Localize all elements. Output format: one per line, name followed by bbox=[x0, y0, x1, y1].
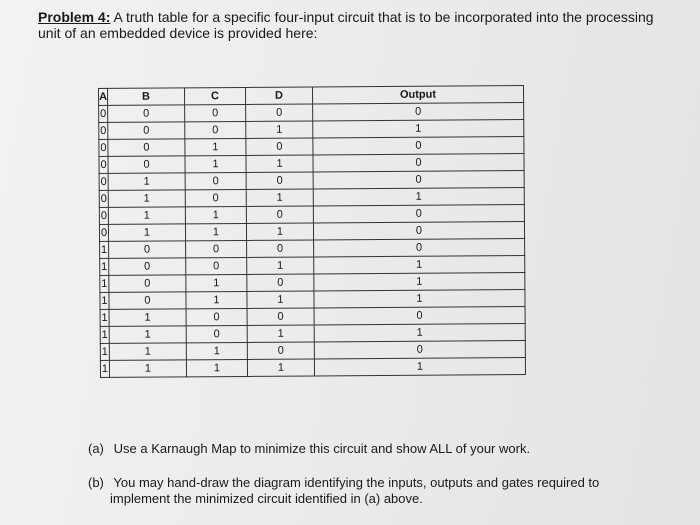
problem-text: A truth table for a specific four-input circuit that is to be incorporated into the processing unit of an embedded device is provided here: bbox=[38, 9, 654, 41]
header-b: B bbox=[107, 88, 184, 106]
cell-d: 1 bbox=[246, 155, 313, 172]
cell-a: 0 bbox=[99, 173, 108, 190]
cell-c: 1 bbox=[186, 359, 247, 376]
question-b-line1: You may hand-draw the diagram identifying the inputs, outputs and gates required to bbox=[113, 475, 600, 490]
question-a bbox=[88, 441, 648, 457]
cell-output: 0 bbox=[314, 239, 525, 257]
cell-a: 1 bbox=[100, 258, 109, 275]
cell-b: 1 bbox=[108, 224, 185, 242]
cell-b: 1 bbox=[109, 309, 186, 327]
cell-a: 1 bbox=[100, 241, 109, 258]
cell-output: 0 bbox=[314, 341, 525, 359]
problem-statement bbox=[38, 9, 658, 41]
cell-d: 1 bbox=[247, 359, 314, 376]
cell-output: 0 bbox=[313, 205, 524, 223]
cell-b: 1 bbox=[108, 207, 185, 225]
cell-a: 1 bbox=[100, 343, 109, 360]
cell-b: 0 bbox=[109, 241, 186, 259]
cell-d: 0 bbox=[247, 308, 314, 325]
truth-table bbox=[98, 85, 526, 378]
cell-c: 0 bbox=[186, 257, 247, 274]
cell-c: 1 bbox=[186, 274, 247, 291]
cell-d: 0 bbox=[246, 138, 313, 155]
cell-d: 0 bbox=[246, 172, 313, 189]
cell-d: 0 bbox=[246, 104, 313, 121]
cell-output: 0 bbox=[313, 222, 524, 240]
cell-a: 1 bbox=[100, 309, 109, 326]
table-row bbox=[100, 358, 525, 378]
cell-output: 1 bbox=[314, 358, 525, 376]
cell-d: 1 bbox=[246, 223, 313, 240]
cell-a: 0 bbox=[99, 207, 108, 224]
cell-output: 0 bbox=[313, 103, 524, 121]
cell-a: 1 bbox=[100, 360, 109, 377]
cell-b: 1 bbox=[109, 326, 186, 344]
cell-d: 0 bbox=[247, 342, 314, 359]
cell-a: 1 bbox=[100, 275, 109, 292]
cell-a: 1 bbox=[100, 326, 109, 343]
cell-a: 0 bbox=[99, 122, 108, 139]
cell-b: 0 bbox=[108, 139, 185, 157]
cell-output: 1 bbox=[314, 256, 525, 274]
cell-c: 1 bbox=[185, 223, 246, 240]
cell-c: 1 bbox=[186, 291, 247, 308]
cell-b: 0 bbox=[109, 292, 186, 310]
question-a-text: Use a Karnaugh Map to minimize this circuit and show ALL of your work. bbox=[113, 441, 531, 456]
cell-c: 1 bbox=[185, 155, 246, 172]
cell-a: 0 bbox=[99, 224, 108, 241]
question-a-tag: (a) bbox=[88, 441, 104, 456]
cell-b: 1 bbox=[109, 343, 186, 361]
cell-output: 0 bbox=[313, 137, 524, 155]
header-c: C bbox=[184, 87, 245, 104]
cell-c: 1 bbox=[186, 342, 247, 359]
header-a: A bbox=[99, 88, 108, 105]
cell-c: 1 bbox=[185, 206, 246, 223]
cell-output: 1 bbox=[314, 290, 525, 308]
cell-b: 0 bbox=[108, 105, 185, 123]
cell-b: 0 bbox=[109, 275, 186, 293]
header-d: D bbox=[245, 87, 312, 104]
cell-a: 1 bbox=[100, 292, 109, 309]
cell-d: 1 bbox=[247, 257, 314, 274]
cell-b: 0 bbox=[108, 156, 185, 174]
cell-output: 1 bbox=[313, 188, 524, 206]
cell-output: 1 bbox=[314, 273, 525, 291]
cell-c: 0 bbox=[185, 121, 246, 138]
cell-b: 1 bbox=[108, 173, 185, 191]
problem-label: Problem 4: bbox=[38, 9, 111, 25]
question-b bbox=[88, 475, 648, 507]
cell-a: 0 bbox=[99, 156, 108, 173]
cell-d: 1 bbox=[246, 189, 313, 206]
question-b-tag: (b) bbox=[88, 475, 104, 490]
cell-a: 0 bbox=[99, 139, 108, 156]
cell-d: 1 bbox=[247, 325, 314, 342]
cell-output: 0 bbox=[314, 307, 525, 325]
cell-d: 1 bbox=[247, 291, 314, 308]
cell-a: 0 bbox=[99, 190, 108, 207]
cell-output: 0 bbox=[313, 171, 524, 189]
question-b-line2: implement the minimized circuit identified in (a) above. bbox=[110, 491, 423, 506]
cell-c: 0 bbox=[186, 325, 247, 342]
cell-d: 0 bbox=[247, 274, 314, 291]
cell-c: 0 bbox=[185, 189, 246, 206]
cell-c: 0 bbox=[186, 308, 247, 325]
header-output: Output bbox=[312, 86, 523, 104]
cell-a: 0 bbox=[99, 105, 108, 122]
cell-d: 0 bbox=[247, 240, 314, 257]
cell-b: 1 bbox=[108, 190, 185, 208]
cell-output: 1 bbox=[314, 324, 525, 342]
cell-d: 0 bbox=[246, 206, 313, 223]
cell-c: 0 bbox=[185, 104, 246, 121]
cell-output: 0 bbox=[313, 154, 524, 172]
cell-d: 1 bbox=[246, 121, 313, 138]
cell-output: 1 bbox=[313, 120, 524, 138]
cell-c: 0 bbox=[186, 240, 247, 257]
cell-c: 0 bbox=[185, 172, 246, 189]
cell-b: 0 bbox=[108, 122, 185, 140]
cell-b: 0 bbox=[109, 258, 186, 276]
cell-b: 1 bbox=[109, 360, 186, 378]
cell-c: 1 bbox=[185, 138, 246, 155]
